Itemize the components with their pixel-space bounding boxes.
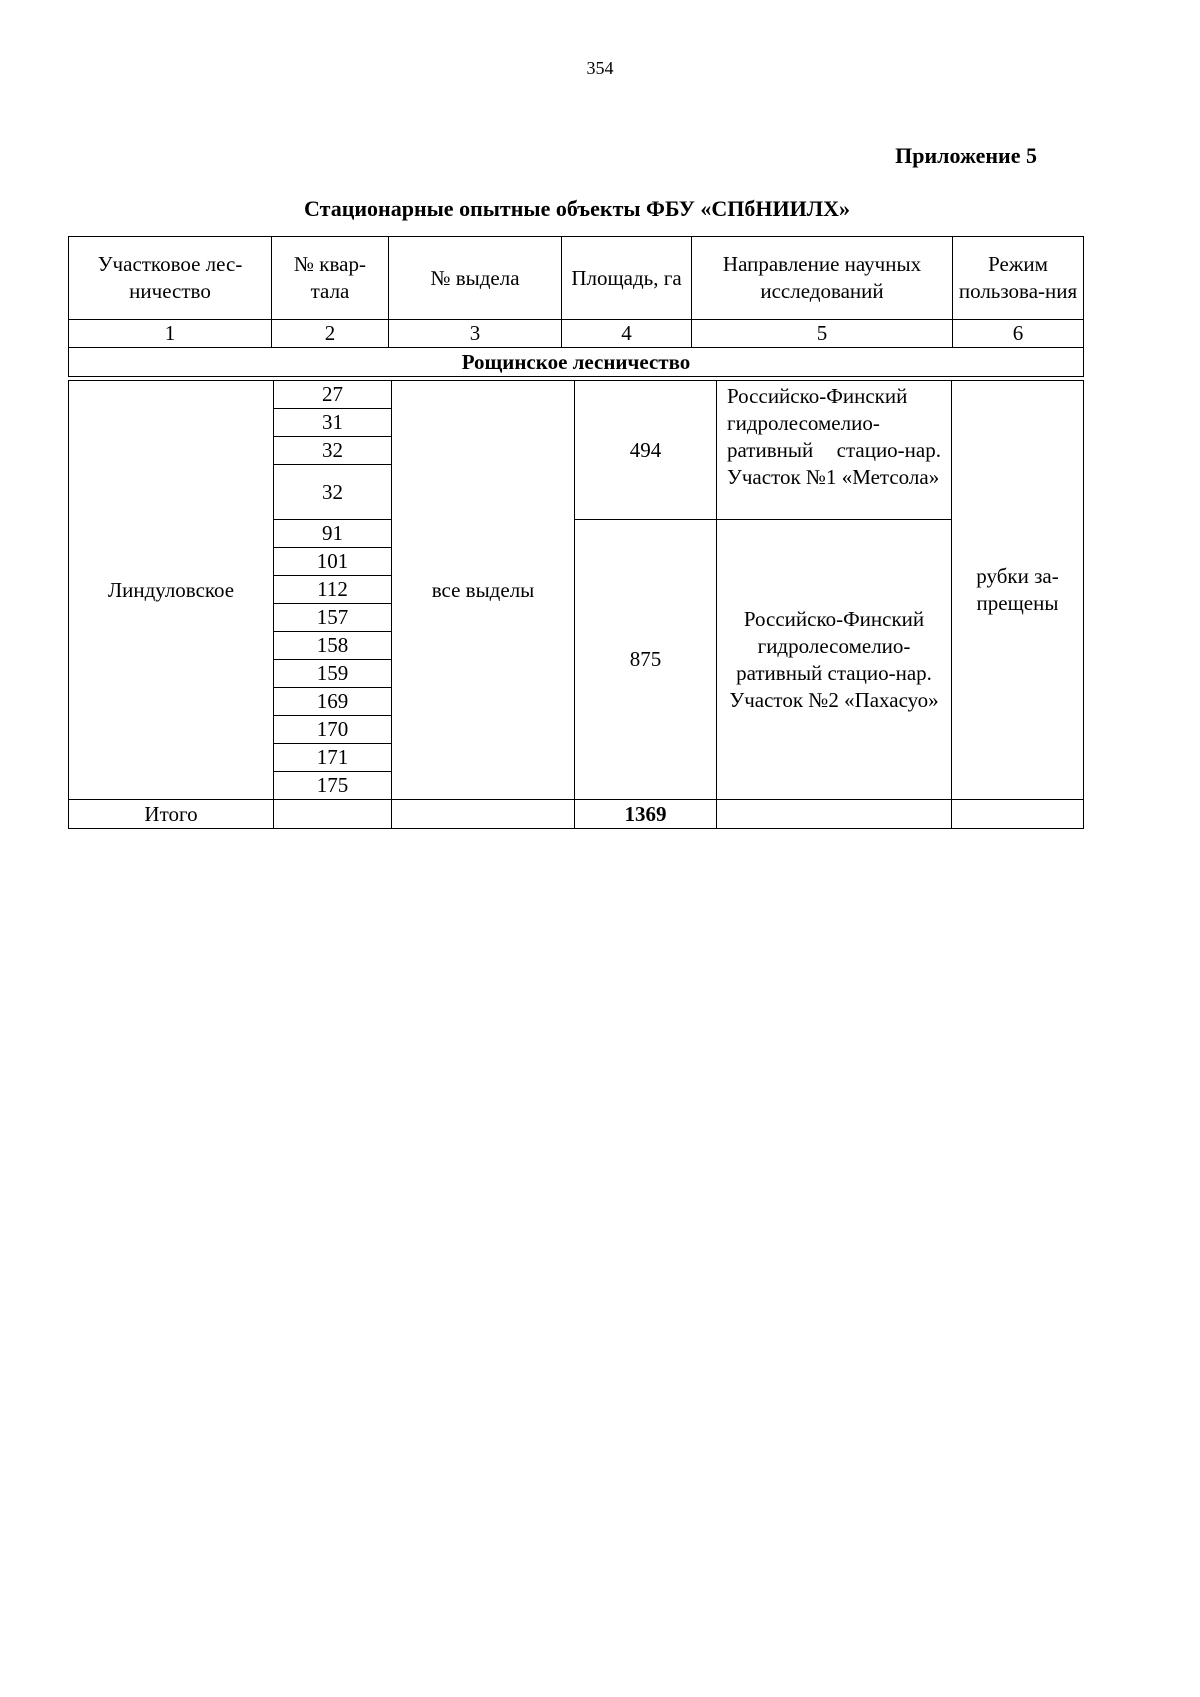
total-row: [69, 800, 1084, 829]
research-direction-cell: Российско-Финский гидролесомелио-ративный стацио-нар. Участок №1 «Метсола»: [717, 381, 952, 520]
quarter-cell: 112: [274, 576, 392, 604]
quarter-cell: 159: [274, 660, 392, 688]
column-number: 5: [692, 320, 953, 348]
empty-cell: [717, 800, 952, 829]
area-cell: 494: [575, 381, 717, 520]
quarter-cell: 32: [274, 437, 392, 465]
quarter-cell: 157: [274, 604, 392, 632]
header-quarter: № квар-тала: [272, 237, 389, 320]
total-label: Итого: [69, 800, 274, 829]
table-header: [68, 236, 1084, 377]
section-row: [69, 348, 1084, 377]
quarter-cell: 175: [274, 772, 392, 800]
table-body: [68, 380, 1084, 829]
header-usage-regime: Режим пользова-ния: [953, 237, 1084, 320]
column-numbers-row: [69, 320, 1084, 348]
column-number: 1: [69, 320, 272, 348]
header-research-direction: Направление научных исследований: [692, 237, 953, 320]
quarter-cell: 101: [274, 548, 392, 576]
document-title: Стационарные опытные объекты ФБУ «СПбНИИЛХ»: [304, 196, 850, 221]
usage-regime-cell: рубки за-прещены: [952, 381, 1084, 800]
quarter-cell: 171: [274, 744, 392, 772]
quarter-cell: 27: [274, 381, 392, 409]
empty-cell: [952, 800, 1084, 829]
page-number: 354: [586, 58, 614, 78]
quarter-cell: 169: [274, 688, 392, 716]
district-cell: Линдуловское: [69, 381, 274, 800]
appendix-label: Приложение 5: [895, 143, 1037, 168]
header-district: Участковое лес-ничество: [69, 237, 272, 320]
column-number: 6: [953, 320, 1084, 348]
quarter-cell: 91: [274, 520, 392, 548]
column-number: 2: [272, 320, 389, 348]
quarter-cell: 31: [274, 409, 392, 437]
quarter-cell: 170: [274, 716, 392, 744]
empty-cell: [274, 800, 392, 829]
allotment-cell: все выделы: [392, 381, 575, 800]
header-area: Площадь, га: [562, 237, 692, 320]
column-number: 3: [389, 320, 562, 348]
quarter-cell: 158: [274, 632, 392, 660]
research-direction-cell: Российско-Финский гидролесомелио-ративный стацио-нар. Участок №2 «Пахасуо»: [717, 520, 952, 800]
section-title: Рощинское лесничество: [69, 348, 1084, 377]
quarter-cell: 32: [274, 465, 392, 520]
empty-cell: [392, 800, 575, 829]
header-row: [69, 237, 1084, 320]
area-cell: 875: [575, 520, 717, 800]
header-allotment: № выдела: [389, 237, 562, 320]
column-number: 4: [562, 320, 692, 348]
total-area: 1369: [575, 800, 717, 829]
table-row: [69, 381, 1084, 409]
